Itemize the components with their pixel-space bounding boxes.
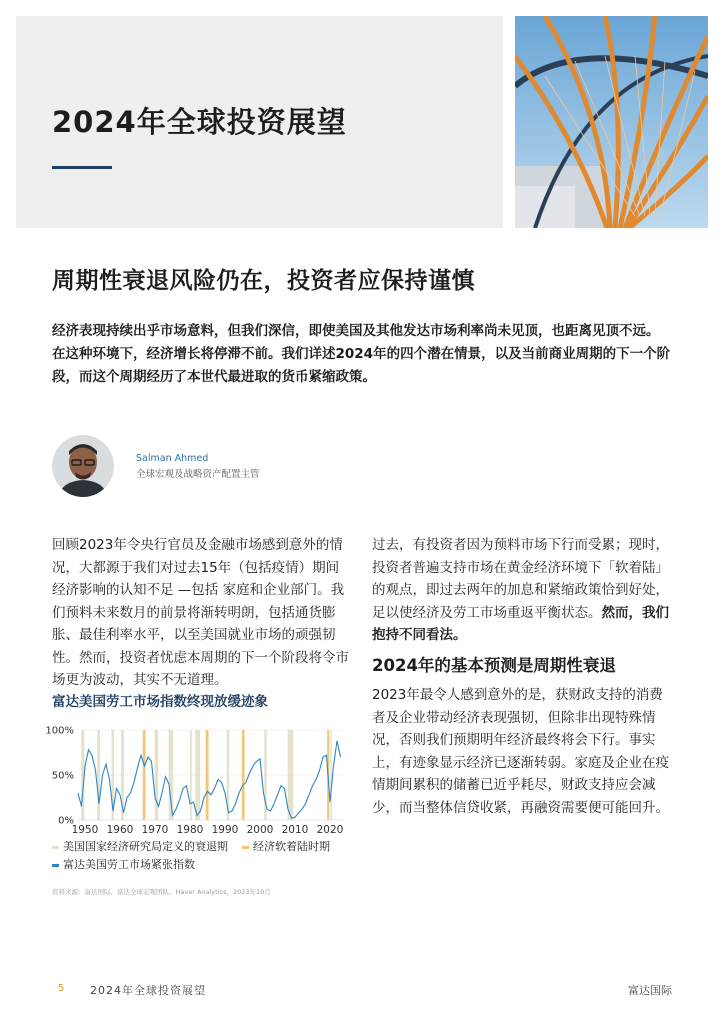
body-right-emphasis: 然而，我们抱持不同看法。 <box>372 604 669 643</box>
y-tick-labels <box>45 726 74 827</box>
chart-title: 富达美国劳工市场指数终现放缓迹象 <box>52 694 268 710</box>
x-tick-label-6: 2010 <box>281 824 309 836</box>
page-title: 2024年全球投资展望 <box>52 105 347 139</box>
x-tick-label-4: 1990 <box>211 824 239 836</box>
legend-item-recession <box>52 840 228 854</box>
footer-page-number: 5 <box>58 983 65 994</box>
section-subheading: 2024年的基本预测是周期性衰退 <box>372 656 616 675</box>
avatar-portrait <box>52 435 114 497</box>
body-right-paragraph <box>372 534 672 647</box>
author-role: 全球宏观及战略资产配置主管 <box>136 469 260 480</box>
author-name: Salman Ahmed <box>136 453 209 464</box>
chart-source: 资料来源：富达国际、富达全球宏观团队、Haver Analytics，2023年10月 <box>52 888 271 896</box>
x-tick-label-5: 2000 <box>246 824 274 836</box>
body-left-paragraph: 回顾2023年令央行官员及金融市场感到意外的情况，大都源于我们对过去15年（包括疫情）期间经济影响的认知不足 —包括 家庭和企业部门。我们预料未来数月的前景将渐转明朗，包括通货膨胀、最佳利率水平，以至美国就业市场的顽强韧性。然而，投资者忧虑本周期的下一个阶段将令市场更为波动，其实不无道理。 <box>52 537 349 688</box>
hero-image <box>515 16 708 228</box>
footer-brand: 富达国际 <box>628 984 672 997</box>
author-avatar <box>52 435 114 497</box>
y-tick-label-1: 50% <box>51 770 74 782</box>
y-tick-label-0: 0% <box>58 815 74 827</box>
title-rule <box>52 166 112 169</box>
x-tick-label-0: 1950 <box>71 824 99 836</box>
body-right-text: 过去，有投资者因为预料市场下行而受累；现时，投资者普遍支持市场在黄金经济环境下「软着陆」的观点，即过去两年的加息和紧缩政策恰到好处，足以使经济及劳工市场重返平衡状态。 <box>372 537 669 621</box>
series-line <box>78 741 341 818</box>
legend-label-recession: 美国国家经济研究局定义的衰退期 <box>63 840 228 853</box>
x-tick-label-3: 1980 <box>176 824 204 836</box>
legend-swatch-index <box>52 864 59 867</box>
legend-swatch-soft-landing <box>242 846 249 849</box>
labor-market-chart <box>44 718 354 838</box>
legend-item-index <box>52 858 195 872</box>
x-tick-label-2: 1970 <box>141 824 169 836</box>
legend-label-soft-landing: 经济软着陆时期 <box>253 840 330 853</box>
headline: 周期性衰退风险仍在，投资者应保持谨慎 <box>52 268 475 294</box>
hero-bridge-graphic <box>515 16 708 228</box>
x-tick-labels <box>72 824 344 836</box>
footer-title: 2024年全球投资展望 <box>90 984 206 997</box>
x-tick-label-7: 2020 <box>316 824 344 836</box>
chart-legend <box>52 840 362 872</box>
legend-swatch-recession <box>52 846 59 849</box>
legend-label-index: 富达美国劳工市场紧张指数 <box>63 858 195 871</box>
y-tick-label-2: 100% <box>45 725 74 737</box>
x-tick-label-1: 1960 <box>106 824 134 836</box>
legend-item-soft-landing <box>242 840 330 854</box>
body-right2-paragraph: 2023年最令人感到意外的是，获财政支持的消费者及企业带动经济表现强韧，但除非出现特殊情况，否则我们预期明年经济最终将会下行。事实上，有迹象显示经济已逐渐转弱。家庭及企业在疫情期间累积的储蓄已近乎耗尽，财政支持应会减少，而当整体信贷收紧，再融资需要便可能回升。 <box>372 687 669 816</box>
intro-paragraph: 经济表现持续出乎市场意料，但我们深信，即使美国及其他发达市场利率尚未见顶，也距离见顶不远。在这种环境下，经济增长将停滞不前。我们详述2024年的四个潜在情景，以及当前商业周期的下一个阶段，而这个周期经历了本世代最进取的货币紧缩政策。 <box>52 323 671 385</box>
